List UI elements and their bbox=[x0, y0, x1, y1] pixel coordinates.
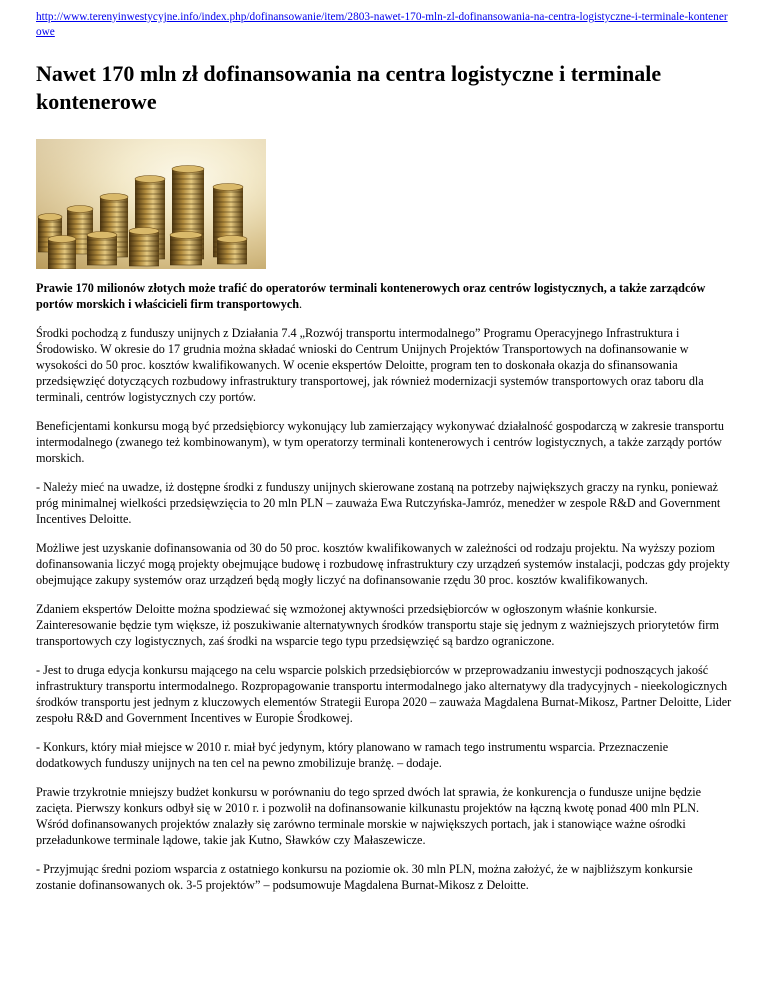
lead-text: Prawie 170 milionów złotych może trafić do operatorów terminali kontenerowych oraz centrów logistycznych, a także zarządców portów morskich i właścicieli firm transportowych bbox=[36, 281, 706, 311]
coin-edge bbox=[172, 179, 204, 184]
coin-edge bbox=[213, 222, 243, 227]
coin-edge bbox=[87, 260, 117, 265]
coin-edge bbox=[172, 199, 204, 204]
coin-edge bbox=[172, 189, 204, 194]
article-paragraph: - Przyjmując średni poziom wsparcia z ostatniego konkursu na poziomie ok. 30 mln PLN, można założyć, że w najbliższym konkursie zostanie dofinansowanych ok. 3-5 projektów” – podsumowuje Magdalena Burnat-Mikosz z Deloitte. bbox=[36, 862, 693, 892]
coin-edge bbox=[170, 250, 202, 255]
coin-edge bbox=[172, 219, 204, 224]
article-paragraph: Prawie trzykrotnie mniejszy budżet konkursu w porównaniu do tego sprzed dwóch lat sprawia, że konkurencja o fundusze unijne będzie zacięta. Pierwszy konkurs odbył się w 2010 r. i pozwolił na dofinansowanie kilkunastu projektów na łączną kwotę ponad 400 mln PLN. Wśród dofinansowanych projektów znalazły się zarówno terminale morskie w największych portach, jak i stanowiące ważne ośrodki przeładunkowe terminale lądowe, takie jak Kutno, Sławków czy Małaszewicze. bbox=[36, 785, 702, 847]
article-paragraph: Zdaniem ekspertów Deloitte można spodziewać się wzmożonej aktywności przedsiębiorców w ogłoszonym właśnie konkursie. Zainteresowanie będzie tym większe, iż poszukiwanie alternatywnych środków transportu staje się jednym z ważniejszych priorytetów firm transportowych czy logistycznych, zaś środki na wsparcie tego typu przedsięwzięć są bardzo ograniczone. bbox=[36, 602, 719, 648]
coin-edge bbox=[135, 194, 165, 199]
coin-edge bbox=[129, 241, 159, 246]
coin-edge bbox=[48, 254, 76, 259]
coin-edge bbox=[129, 256, 159, 261]
coin-edge bbox=[67, 219, 93, 224]
coin-edge bbox=[100, 217, 128, 222]
coin-edge bbox=[213, 202, 243, 207]
coin-edge bbox=[100, 207, 128, 212]
coin-edge bbox=[213, 192, 243, 197]
article-paragraph: Środki pochodzą z funduszy unijnych z Działania 7.4 „Rozwój transportu intermodalnego” Programu Operacyjnego Infrastruktura i Środowisko. W okresie do 17 grudnia można składać wnioski do Centrum Unijnych Projektów Transportowych na dofinansowanie w wysokości do 50 proc. kosztów kwalifikowanych. W ocenie ekspertów Deloitte, program ten to doskonała okazja do sfinansowania przedsięwzięć dotyczących rozbudowy infrastruktury transportowej, jak również modernizacji systemów transportowych oraz taboru dla terminali, centrów logistycznych czy portów. bbox=[36, 326, 704, 404]
article-paragraph: - Jest to druga edycja konkursu mającego na celu wsparcie polskich przedsiębiorców w przeprowadzaniu inwestycji podnoszących jakość infrastruktury transportu intermodalnego. Rozpropagowanie transportu intermodalnego jako alternatywy dla tradycyjnych - nieekologicznych środków transportu jest jednym z kluczowych elementów Strategii Europa 2020 – zauważa Magdalena Burnat-Mikosz, Partner Deloitte, Lider zespołu R&D and Government Incentives w Europie Środkowej. bbox=[36, 663, 732, 725]
article-paragraph: Możliwe jest uzyskanie dofinansowania od 30 do 50 proc. kosztów kwalifikowanych w zależności od rodzaju projektu. Na wyższy poziom dofinansowania liczyć mogą projekty obejmujące budowę i rozbudowę infrastruktury czy urządzeń systemów instalacji, podczas gdy projekty obejmujące zakupy systemów oraz urządzeń będą mogły liczyć na dofinansowanie rzędu 30 proc. kosztów kwalifikowanych. bbox=[36, 541, 730, 587]
coin-edge bbox=[213, 207, 243, 212]
coin-edge bbox=[172, 214, 204, 219]
article-paragraph: - Konkurs, który miał miejsce w 2010 r. miał być jedynym, który planowano w ramach tego instrumentu wsparcia. Przeznaczenie dodatkowych funduszy unijnych na ten cel na pewno zmobilizuje branżę. – dodaje. bbox=[36, 740, 669, 770]
coin-edge bbox=[217, 244, 247, 249]
coin-edge bbox=[129, 261, 159, 266]
coin-edge bbox=[48, 249, 76, 254]
coin-edge bbox=[135, 189, 165, 194]
coin-edge bbox=[48, 244, 76, 249]
coin-top bbox=[100, 194, 128, 201]
coin-edge bbox=[213, 217, 243, 222]
source-url-link[interactable]: http://www.terenyinwestycyjne.info/index.php/dofinansowanie/item/2803-nawet-170-mln-zl-dofinansowania-na-centra-logistyczne-i-terminale-kontenerowe bbox=[36, 11, 728, 38]
coin-edge bbox=[129, 251, 159, 256]
coin-edge bbox=[100, 202, 128, 207]
coin-edge bbox=[213, 212, 243, 217]
coin-edge bbox=[135, 204, 165, 209]
coin-top bbox=[170, 232, 202, 239]
coin-top bbox=[48, 236, 76, 243]
coin-edge bbox=[135, 214, 165, 219]
coin-top bbox=[67, 206, 93, 213]
coin-edge bbox=[170, 255, 202, 260]
coin-edge bbox=[172, 209, 204, 214]
coin-edge bbox=[172, 224, 204, 229]
coin-edge bbox=[129, 246, 159, 251]
coin-edge bbox=[87, 245, 117, 250]
coin-top bbox=[135, 176, 165, 183]
coin-edge bbox=[100, 212, 128, 217]
coin-edge bbox=[170, 240, 202, 245]
coin-edge bbox=[135, 199, 165, 204]
coin-edge bbox=[135, 219, 165, 224]
coin-edge bbox=[87, 250, 117, 255]
coin-edge bbox=[135, 184, 165, 189]
coin-edge bbox=[172, 184, 204, 189]
coin-edge bbox=[48, 264, 76, 269]
coin-edge bbox=[172, 194, 204, 199]
coin-top bbox=[217, 236, 247, 243]
coin-edge bbox=[87, 240, 117, 245]
coin-top bbox=[87, 232, 117, 239]
lead-paragraph bbox=[36, 280, 732, 312]
coin-edge bbox=[87, 255, 117, 260]
coin-edge bbox=[67, 224, 93, 229]
coin-edge bbox=[100, 222, 128, 227]
coin-edge bbox=[217, 254, 247, 259]
article-paragraph: - Należy mieć na uwadze, iż dostępne środki z funduszy unijnych skierowane zostaną na potrzeby największych graczy na rynku, ponieważ próg minimalnej wielkości przedsięwzięcia to 20 mln PLN – zauważa Ewa Rutczyńska-Jamróz, menedżer w zespole R&D and Government Incentives Deloitte. bbox=[36, 480, 721, 526]
coin-edge bbox=[135, 209, 165, 214]
coin-edge bbox=[217, 259, 247, 264]
coin-edge bbox=[48, 259, 76, 264]
coin-edge bbox=[38, 227, 62, 232]
article-title: Nawet 170 mln zł dofinansowania na centra logistyczne i terminale kontenerowe bbox=[36, 61, 662, 114]
article-paragraph: Beneficjentami konkursu mogą być przedsiębiorcy wykonujący lub zamierzający wykonywać działalność gospodarczą w zakresie transportu intermodalnego (zwanego też kombinowanym), w tym operatorzy terminali kontenerowych i centrów logistycznych, a także zarządy portów morskich. bbox=[36, 419, 724, 465]
coin-top bbox=[38, 214, 62, 221]
coin-edge bbox=[213, 227, 243, 232]
coin-top bbox=[129, 228, 159, 235]
coin-top bbox=[172, 166, 204, 173]
coin-edge bbox=[38, 222, 62, 227]
coin-edge bbox=[172, 174, 204, 179]
coin-edge bbox=[172, 204, 204, 209]
lead-period: . bbox=[299, 297, 303, 311]
coin-edge bbox=[129, 236, 159, 241]
coin-edge bbox=[170, 245, 202, 250]
coin-edge bbox=[67, 214, 93, 219]
coin-stacks-photo bbox=[36, 139, 266, 269]
coin-edge bbox=[170, 260, 202, 265]
coin-edge bbox=[213, 197, 243, 202]
coin-edge bbox=[217, 249, 247, 254]
coin-top bbox=[213, 184, 243, 191]
